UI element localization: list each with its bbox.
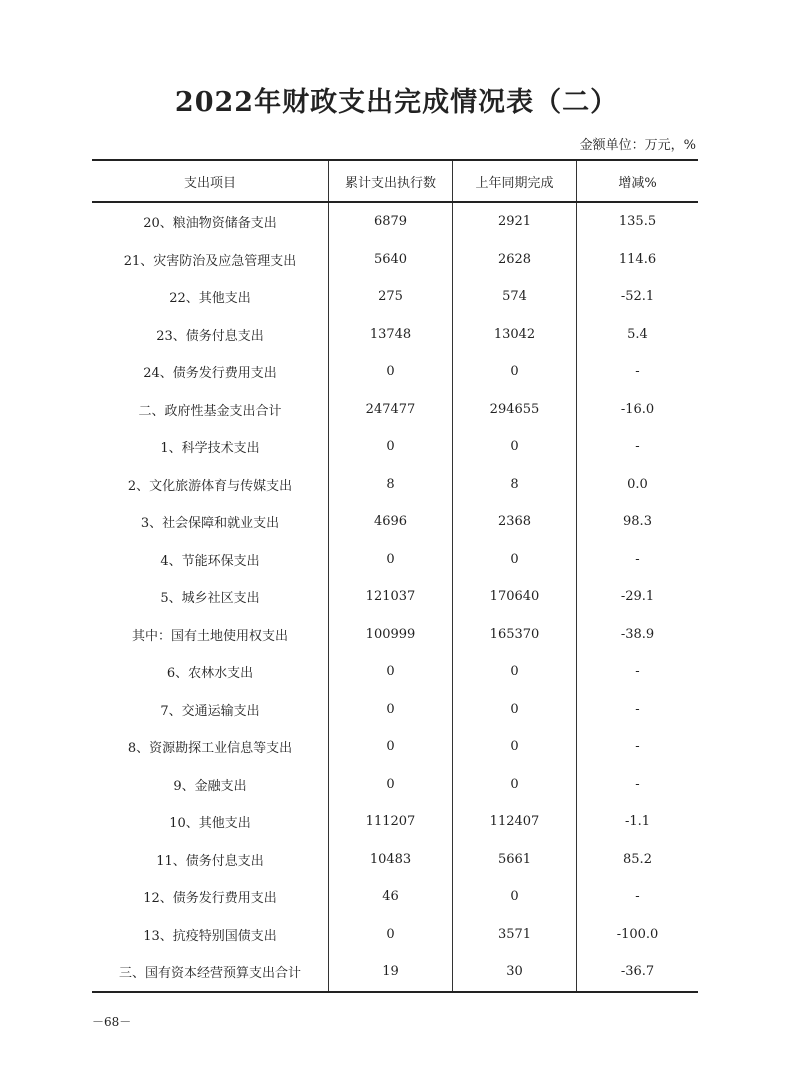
item-name: 10、其他支出 [169, 816, 251, 832]
table-row [92, 278, 698, 316]
item-name: 8、资源勘探工业信息等支出 [127, 741, 293, 757]
table-row [92, 766, 698, 804]
change-percent: -100.0 [577, 916, 699, 954]
table-row [92, 503, 698, 541]
item-name: 23、债务付息支出 [156, 328, 264, 344]
last-year-value: 574 [453, 278, 577, 316]
last-year-value: 0 [453, 541, 577, 579]
last-year-value: 8 [453, 466, 577, 504]
table-row [92, 878, 698, 916]
change-percent: 0.0 [577, 466, 699, 504]
item-name: 11、债务付息支出 [156, 853, 264, 869]
header-actual: 累计支出执行数 [329, 160, 453, 202]
change-percent: - [577, 653, 699, 691]
table-row [92, 653, 698, 691]
item-name: 其中：国有土地使用权支出 [131, 628, 288, 644]
item-name: 二、政府性基金支出合计 [138, 403, 282, 419]
change-percent: -16.0 [577, 391, 699, 429]
actual-value: 0 [329, 653, 453, 691]
actual-value: 0 [329, 691, 453, 729]
actual-value: 0 [329, 728, 453, 766]
change-percent: -29.1 [577, 578, 699, 616]
change-percent: - [577, 728, 699, 766]
expenditure-table [92, 159, 698, 993]
table-row [92, 466, 698, 504]
last-year-value: 0 [453, 766, 577, 804]
table-row [92, 616, 698, 654]
last-year-value: 294655 [453, 391, 577, 429]
page-title: 2022年财政支出完成情况表（二） [174, 87, 619, 118]
actual-value: 4696 [329, 503, 453, 541]
change-percent: -52.1 [577, 278, 699, 316]
last-year-value: 3571 [453, 916, 577, 954]
actual-value: 5640 [329, 241, 453, 279]
change-percent: -1.1 [577, 803, 699, 841]
table-row [92, 202, 698, 241]
table-row [92, 241, 698, 279]
change-percent: - [577, 353, 699, 391]
last-year-value: 165370 [453, 616, 577, 654]
table-header-row [92, 160, 698, 202]
table-row [92, 353, 698, 391]
actual-value: 6879 [329, 202, 453, 241]
change-percent: - [577, 766, 699, 804]
actual-value: 0 [329, 428, 453, 466]
last-year-value: 13042 [453, 316, 577, 354]
last-year-value: 0 [453, 691, 577, 729]
item-name: 12、债务发行费用支出 [143, 891, 277, 907]
item-name: 20、粮油物资储备支出 [143, 216, 277, 232]
last-year-value: 0 [453, 728, 577, 766]
item-name: 22、其他支出 [169, 291, 251, 307]
table-row [92, 916, 698, 954]
item-name: 9、金融支出 [173, 778, 247, 794]
table-row [92, 391, 698, 429]
change-percent: - [577, 691, 699, 729]
header-last-year: 上年同期完成 [453, 160, 577, 202]
table-row [92, 728, 698, 766]
page-number: －68－ [92, 1015, 132, 1029]
actual-value: 0 [329, 353, 453, 391]
actual-value: 111207 [329, 803, 453, 841]
unit-note: 金额单位：万元，% [579, 138, 696, 153]
last-year-value: 112407 [453, 803, 577, 841]
change-percent: 85.2 [577, 841, 699, 879]
last-year-value: 2628 [453, 241, 577, 279]
item-name: 7、交通运输支出 [160, 703, 260, 719]
item-name: 6、农林水支出 [166, 666, 254, 682]
last-year-value: 2921 [453, 202, 577, 241]
item-name: 24、债务发行费用支出 [143, 366, 277, 382]
item-name: 三、国有资本经营预算支出合计 [118, 966, 301, 982]
last-year-value: 2368 [453, 503, 577, 541]
last-year-value: 0 [453, 428, 577, 466]
table-row [92, 316, 698, 354]
change-percent: 98.3 [577, 503, 699, 541]
actual-value: 13748 [329, 316, 453, 354]
last-year-value: 0 [453, 878, 577, 916]
last-year-value: 30 [453, 953, 577, 992]
last-year-value: 5661 [453, 841, 577, 879]
change-percent: -36.7 [577, 953, 699, 992]
actual-value: 0 [329, 766, 453, 804]
header-item: 支出项目 [92, 160, 329, 202]
change-percent: 114.6 [577, 241, 699, 279]
table-row [92, 578, 698, 616]
item-name: 3、社会保障和就业支出 [140, 516, 280, 532]
table-row [92, 428, 698, 466]
header-change: 增减% [577, 160, 699, 202]
table-row [92, 953, 698, 992]
item-name: 5、城乡社区支出 [160, 591, 260, 607]
table-row [92, 541, 698, 579]
item-name: 2、文化旅游体育与传媒支出 [127, 478, 293, 494]
item-name: 1、科学技术支出 [160, 441, 260, 457]
actual-value: 10483 [329, 841, 453, 879]
last-year-value: 0 [453, 353, 577, 391]
actual-value: 19 [329, 953, 453, 992]
actual-value: 275 [329, 278, 453, 316]
actual-value: 0 [329, 916, 453, 954]
table-row [92, 803, 698, 841]
change-percent: -38.9 [577, 616, 699, 654]
item-name: 13、抗疫特别国债支出 [143, 928, 277, 944]
table-row [92, 841, 698, 879]
actual-value: 46 [329, 878, 453, 916]
actual-value: 121037 [329, 578, 453, 616]
change-percent: 135.5 [577, 202, 699, 241]
table-row [92, 691, 698, 729]
last-year-value: 0 [453, 653, 577, 691]
actual-value: 0 [329, 541, 453, 579]
change-percent: - [577, 428, 699, 466]
actual-value: 100999 [329, 616, 453, 654]
actual-value: 8 [329, 466, 453, 504]
item-name: 4、节能环保支出 [160, 553, 260, 569]
change-percent: - [577, 878, 699, 916]
change-percent: - [577, 541, 699, 579]
item-name: 21、灾害防治及应急管理支出 [123, 253, 297, 269]
actual-value: 247477 [329, 391, 453, 429]
last-year-value: 170640 [453, 578, 577, 616]
change-percent: 5.4 [577, 316, 699, 354]
